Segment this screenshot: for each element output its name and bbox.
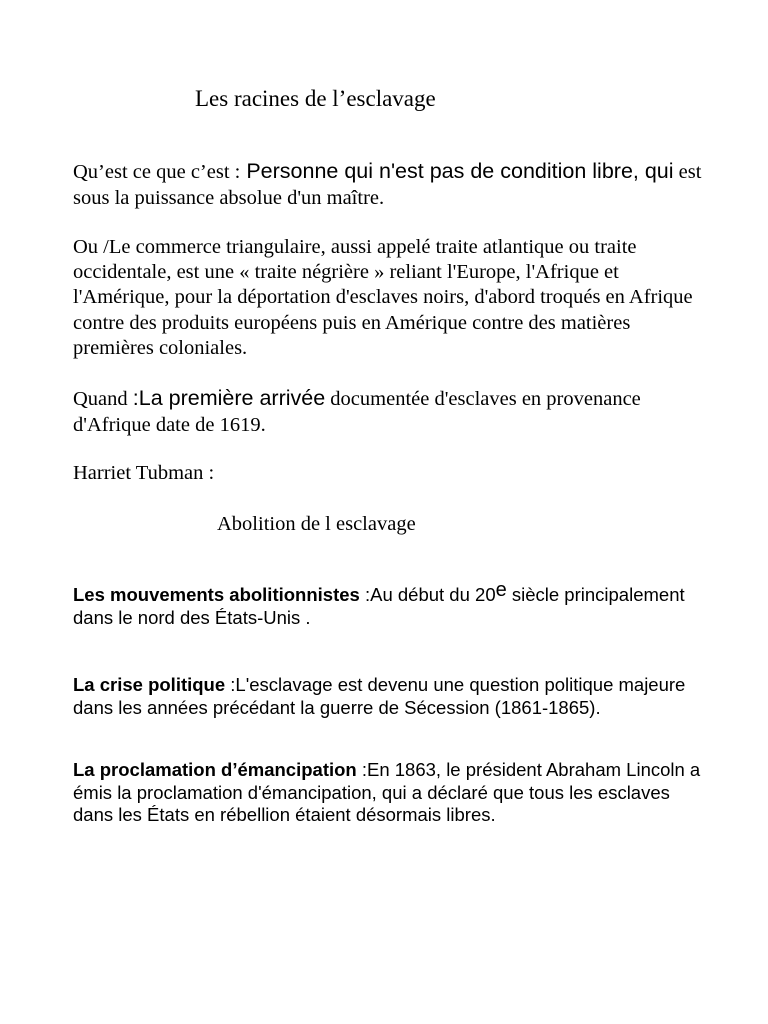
definition-rest: est sous la puissance absolue d'un maître. bbox=[73, 161, 702, 209]
page-title: Les racines de l’esclavage bbox=[195, 86, 436, 111]
definition-paragraph bbox=[73, 158, 703, 211]
crise-text: :L'esclavage est devenu une question politique majeure dans les années précédant la guerre de Sécession (1861-1865). bbox=[73, 674, 686, 718]
quand-label: Quand bbox=[73, 388, 133, 410]
harriet-tubman-line: Harriet Tubman : bbox=[73, 462, 215, 484]
quand-highlight: :La première arrivée bbox=[132, 386, 326, 410]
mouvements-superscript: e bbox=[495, 579, 507, 601]
abolition-heading: Abolition de l esclavage bbox=[217, 513, 416, 535]
triangular-trade-paragraph: Ou /Le commerce triangulaire, aussi appelé traite atlantique ou traite occidentale, est une « traite négrière » reliant l'Europe, l'Afrique et l'Amérique, pour la déportation d'esclaves noirs, d'abord troqués en Afrique contre des produits européens puis en Amérique contre des matières premières coloniales. bbox=[73, 236, 693, 359]
definition-label: Qu’est ce que c’est : bbox=[73, 161, 241, 183]
mouvements-term: Les mouvements abolitionnistes bbox=[73, 584, 360, 605]
crise-paragraph bbox=[73, 674, 703, 719]
crise-term: La crise politique bbox=[73, 674, 226, 695]
proclamation-term: La proclamation d’émancipation bbox=[73, 759, 357, 780]
quand-paragraph bbox=[73, 385, 703, 438]
mouvements-text-before: :Au début du 20 bbox=[359, 584, 496, 605]
proclamation-paragraph bbox=[73, 759, 703, 827]
mouvements-paragraph bbox=[73, 579, 703, 629]
mouvements-text-after: siècle principalement dans le nord des États-Unis . bbox=[73, 584, 685, 628]
proclamation-text: :En 1863, le président Abraham Lincoln a émis la proclamation d'émancipation, qui a déclaré que tous les esclaves dans les États en rébellion étaient désormais libres. bbox=[73, 759, 701, 825]
quand-rest: documentée d'esclaves en provenance d'Afrique date de 1619. bbox=[73, 388, 641, 436]
definition-highlight: Personne qui n'est pas de condition libre, qui bbox=[240, 159, 674, 183]
